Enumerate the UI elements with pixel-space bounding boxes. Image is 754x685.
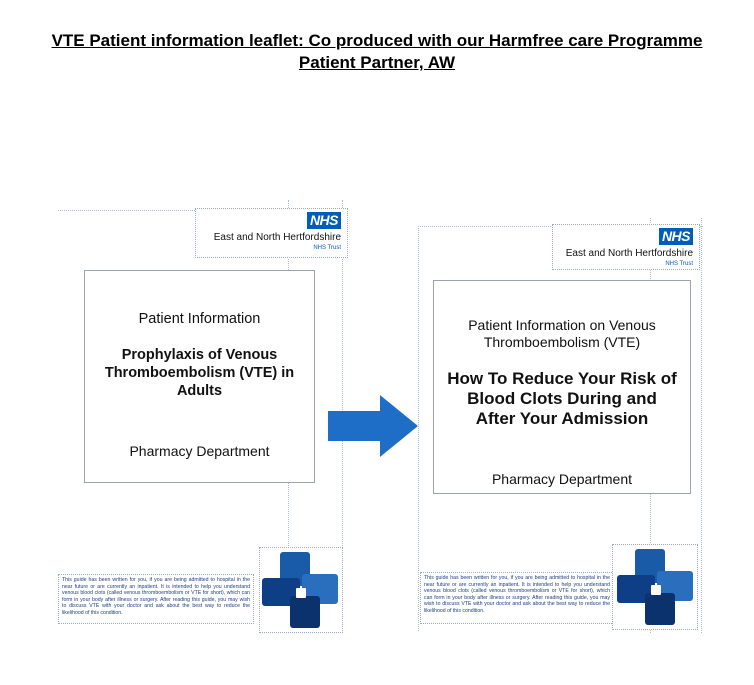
nhs-trust-branding bbox=[195, 208, 348, 258]
leaflet-title-line: Thromboembolism (VTE) in bbox=[104, 365, 295, 381]
document-heading-line1: VTE Patient information leaflet: Co produced with our Harmfree care Programme bbox=[51, 31, 703, 50]
trust-logo-box bbox=[612, 544, 698, 630]
logo-center bbox=[296, 588, 306, 598]
trust-subtitle: NHS Trust bbox=[665, 261, 693, 267]
department-label: Pharmacy Department bbox=[491, 471, 633, 487]
title-panel bbox=[433, 280, 691, 494]
department-label: Pharmacy Department bbox=[129, 443, 270, 459]
leaflet-title-line: After Your Admission bbox=[475, 409, 649, 428]
intro-blurb: This guide has been written for you, if you are being admitted to hospital in the near future or are currently an inpatient. It is intended to help you understand venous blood clots (called venous thromboembolism or VTE for short), which can form in your body after illness or surgery. After reading this guide, you may wish to discuss VTE with your doctor and ask about the best way to reduce the likelihood of this condition. bbox=[420, 572, 614, 624]
layout-guide bbox=[701, 218, 702, 633]
leaflet-title-line: Prophylaxis of Venous bbox=[121, 347, 278, 363]
intro-blurb: This guide has been written for you, if you are being admitted to hospital in the near future or are currently an inpatient. It is intended to help you understand venous blood clots (called venous thromboembolism or VTE for short), which can form in your body after illness or surgery. After reading this guide, you may wish to discuss VTE with your doctor and ask about the best way to reduce the likelihood of this condition. bbox=[58, 574, 254, 624]
logo-square bbox=[290, 596, 320, 628]
leaflet-title-line: How To Reduce Your Risk of bbox=[447, 369, 677, 388]
layout-guide bbox=[418, 226, 419, 631]
leaflet-title-line: Adults bbox=[176, 383, 223, 399]
nhs-logo: NHS bbox=[659, 228, 693, 245]
trust-name: East and North Hertfordshire bbox=[213, 232, 341, 243]
document-heading-line2: Patient Partner, AW bbox=[298, 53, 456, 72]
trust-subtitle: NHS Trust bbox=[313, 245, 341, 251]
nhs-trust-branding bbox=[552, 224, 700, 270]
new-leaflet bbox=[418, 218, 708, 638]
arrow-right-icon bbox=[328, 395, 418, 457]
old-leaflet bbox=[58, 200, 350, 635]
trust-logo-box bbox=[259, 547, 343, 633]
logo-center bbox=[651, 585, 661, 595]
nhs-logo: NHS bbox=[307, 212, 341, 229]
trust-name: East and North Hertfordshire bbox=[565, 248, 693, 259]
patient-information-label: Patient Information on Venous bbox=[468, 317, 656, 333]
patient-information-label: Thromboembolism (VTE) bbox=[483, 334, 641, 350]
leaflet-title-line: Blood Clots During and bbox=[467, 389, 657, 408]
patient-information-label: Patient Information bbox=[138, 311, 261, 327]
title-panel bbox=[84, 270, 315, 483]
logo-square bbox=[645, 593, 675, 625]
